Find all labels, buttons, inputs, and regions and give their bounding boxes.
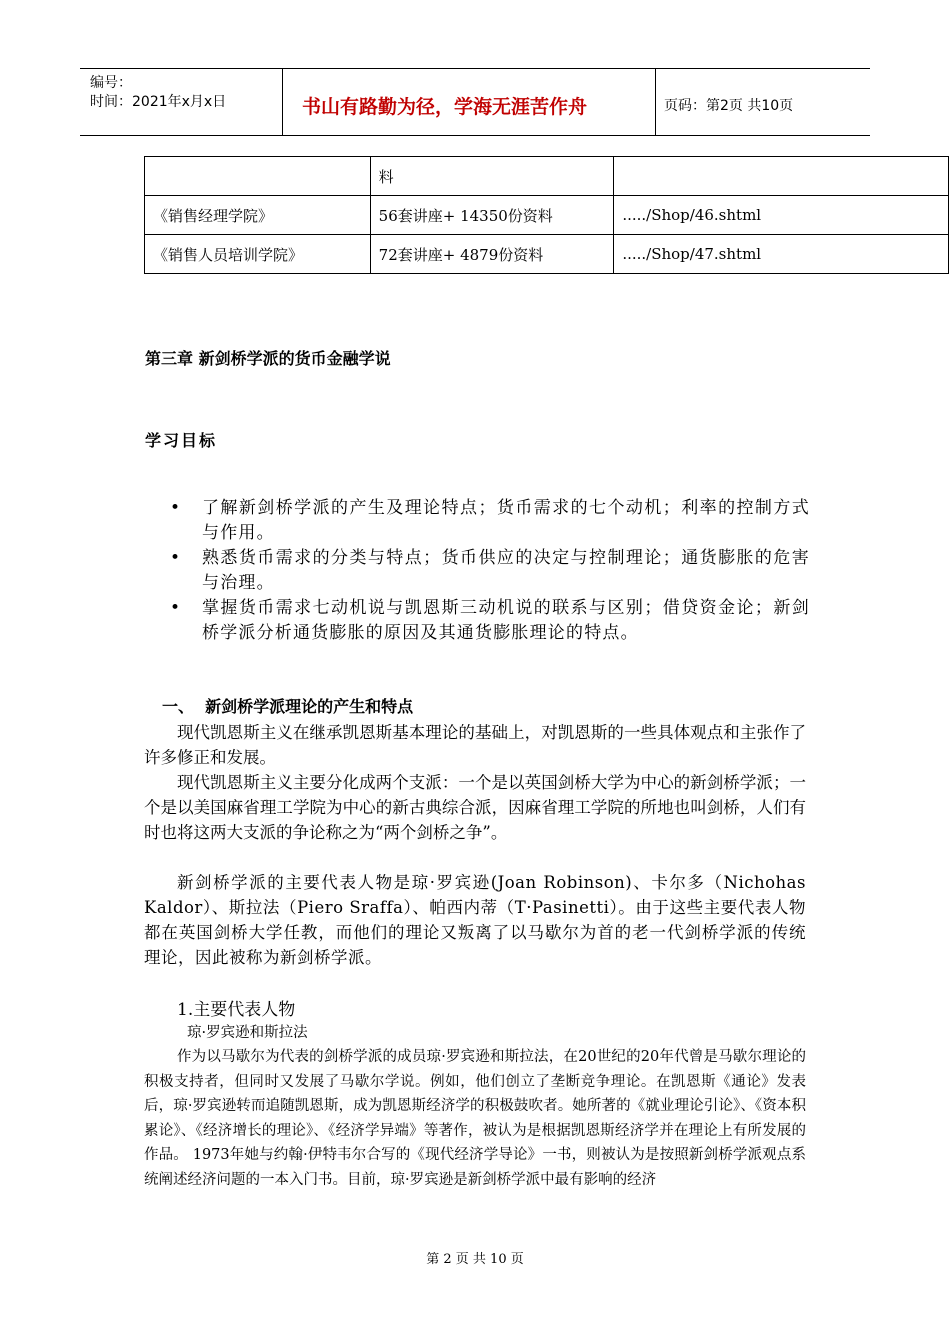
table-row	[145, 157, 949, 196]
table-cell-content: 72套讲座+ 4879份资料	[370, 235, 614, 274]
header-code-label: 编号：	[90, 75, 132, 91]
list-item: • 掌握货币需求七动机说与凯恩斯三动机说的联系与区别；借贷资金论；新剑桥学派分析通货膨胀的原因及其通货膨胀理论的特点。	[170, 596, 810, 646]
table-cell-link[interactable]: ...../Shop/47.shtml	[614, 235, 949, 274]
header-top-rule	[80, 68, 870, 69]
objectives-title: 学习目标	[145, 431, 218, 450]
chapter-title: 第三章 新剑桥学派的货币金融学说	[145, 349, 391, 368]
table-cell-name: 《销售经理学院》	[145, 196, 371, 235]
paragraph: 现代凯恩斯主义主要分化成两个支派：一个是以英国剑桥大学为中心的新剑桥学派；一个是以美国麻省理工学院为中心的新古典综合派，因麻省理工学院的所地也叫剑桥，人们有时也将这两大支派的争论称之为“两个剑桥之争”。	[144, 773, 806, 842]
paragraph: 现代凯恩斯主义在继承凯恩斯基本理论的基础上，对凯恩斯的一些具体观点和主张作了许多修正和发展。	[144, 723, 806, 767]
subsubsection-title: 琼·罗宾逊和斯拉法	[187, 1025, 308, 1041]
page-footer: 第 2 页 共 10 页	[426, 1252, 524, 1267]
header-divider-left	[282, 68, 283, 136]
table-row	[145, 196, 949, 235]
header-page-label: 页码：第2页 共10页	[664, 98, 794, 114]
objectives-list	[170, 496, 810, 646]
table-cell-content: 56套讲座+ 14350份资料	[370, 196, 614, 235]
paragraph: 新剑桥学派的主要代表人物是琼·罗宾逊(Joan Robinson)、卡尔多（Nichohas Kaldor）、斯拉法（Piero Sraffa）、帕西内蒂（T·Pasinetti）。由于这些主要代表人物都在英国剑桥大学任教，而他们的理论又叛离了以马歇尔为首的老一代剑桥学派的传统理论，因此被称为新剑桥学派。	[144, 873, 806, 967]
subsection-title: 1.主要代表人物	[177, 1000, 296, 1020]
table-cell-link[interactable]: ...../Shop/46.shtml	[614, 196, 949, 235]
table-row	[145, 235, 949, 274]
header-date-label: 时间：2021年x月x日	[90, 94, 227, 110]
list-item: • 熟悉货币需求的分类与特点；货币供应的决定与控制理论；通货膨胀的危害与治理。	[170, 546, 810, 596]
list-item: • 了解新剑桥学派的产生及理论特点；货币需求的七个动机；利率的控制方式与作用。	[170, 496, 810, 546]
header-motto: 书山有路勤为径，学海无涯苦作舟	[302, 96, 588, 118]
paragraph-small: 作为以马歇尔为代表的剑桥学派的成员琼·罗宾逊和斯拉法，在20世纪的20年代曾是马歇尔理论的积极支持者，但同时又发展了马歇尔学说。例如，他们创立了垄断竞争理论。在凯恩斯《通论》发表后，琼·罗宾逊转而追随凯恩斯，成为凯恩斯经济学的积极鼓吹者。她所著的《就业理论引论》、《资本积累论》、《经济增长的理论》、《经济学异端》等著作，被认为是根据凯恩斯经济学并在理论上有所发展的作品。 1973年她与约翰·伊特韦尔合写的《现代经济学导论》一书，则被认为是按照新剑桥学派观点系统阐述经济问题的一本入门书。目前，琼·罗宾逊是新剑桥学派中最有影响的经济	[144, 1049, 806, 1188]
table-cell-name	[145, 157, 371, 196]
section-title: 一、 新剑桥学派理论的产生和特点	[162, 697, 414, 716]
table-cell-name: 《销售人员培训学院》	[145, 235, 371, 274]
table-cell-content: 料	[370, 157, 614, 196]
header-bottom-rule	[80, 135, 870, 136]
header-divider-right	[655, 68, 656, 136]
table-cell-link[interactable]	[614, 157, 949, 196]
resource-table	[144, 156, 949, 274]
